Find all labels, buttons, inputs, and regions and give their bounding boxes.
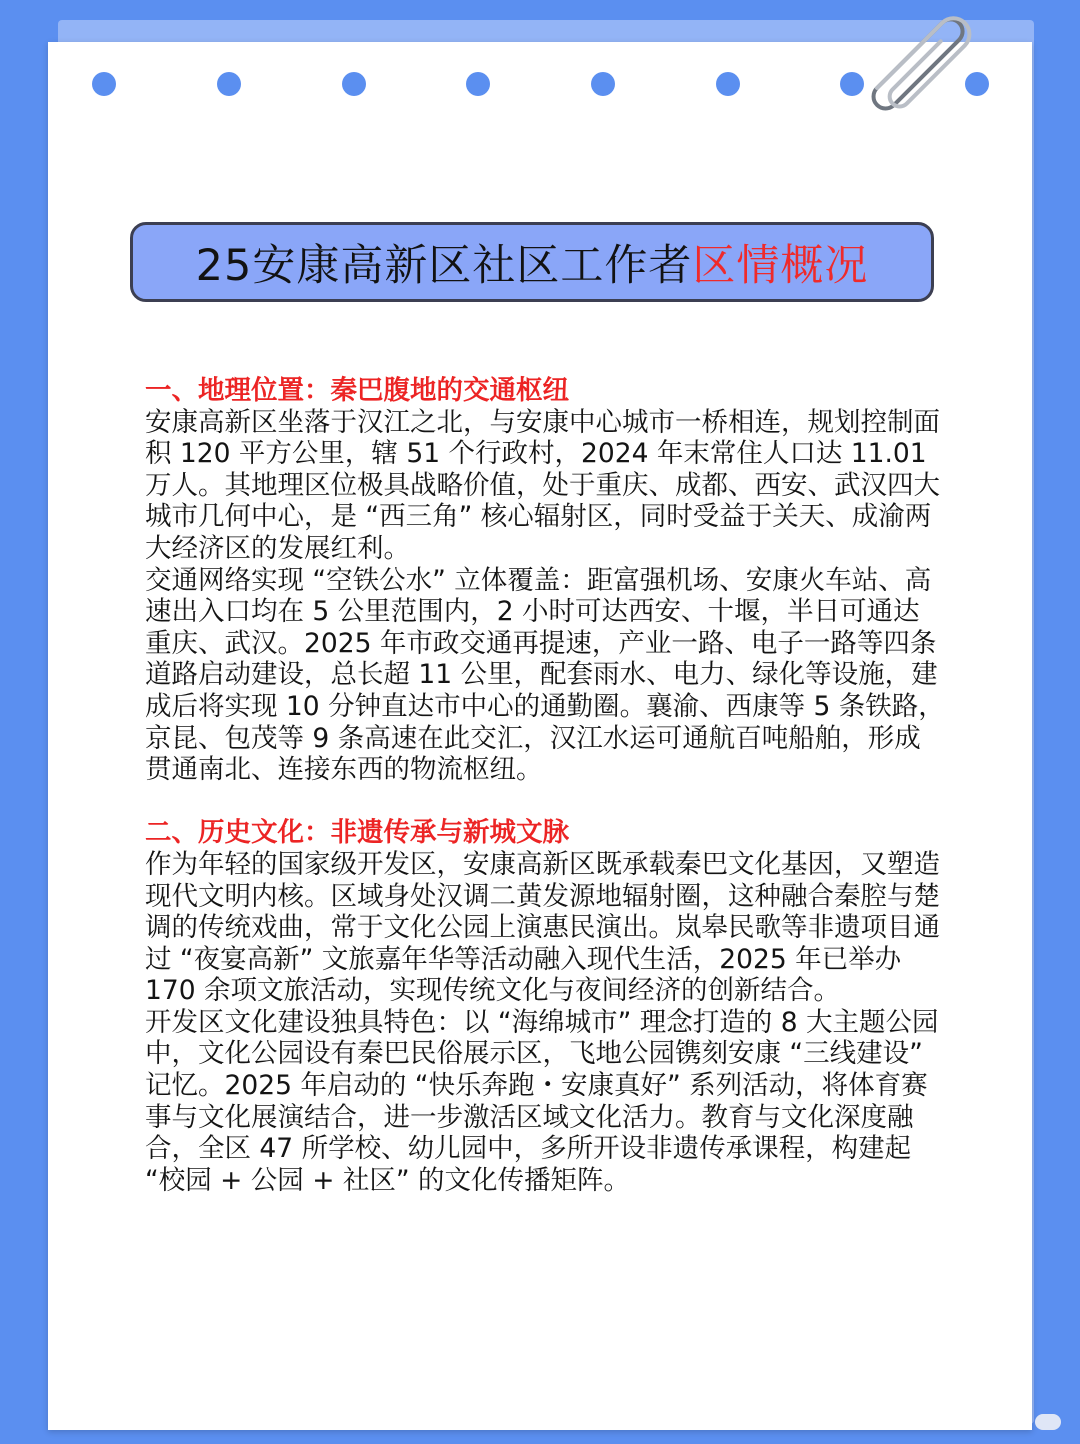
section-heading-geography: 一、地理位置：秦巴腹地的交通枢纽 [145,375,569,406]
paragraph-heritage: 作为年轻的国家级开发区，安康高新区既承载秦巴文化基因，又塑造现代文明内核。区域身处汉调二黄发源地辐射圈，这种融合秦腔与楚调的传统戏曲，常于文化公园上演惠民演出。岚皋民歌等非遗项目通过 “夜宴高新” 文旅嘉年华等活动融入现代生活，2025 年已举办 170 余项文旅活动，实现传统文化与夜间经济的创新结合。 [145,848,940,1007]
paragraph-location: 安康高新区坐落于汉江之北，与安康中心城市一桥相连，规划控制面积 120 平方公里，辖 51 个行政村，2024 年末常住人口达 11.01 万人。其地理区位极具战略价值，处于重庆、成都、西安、武汉四大城市几何中心，是 “西三角” 核心辐射区，同时受益于关天、成渝两大经济区的发展红利。 [145,406,940,564]
binder-hole-dot [92,72,116,96]
binder-hole-dot [342,72,366,96]
binder-hole-dot [217,72,241,96]
binder-hole-dot [466,72,490,96]
section-spacer [145,786,945,818]
binder-hole-dot [591,72,615,96]
section-heading-culture: 二、历史文化：非遗传承与新城文脉 [145,817,569,849]
paragraph-transport: 交通网络实现 “空铁公水” 立体覆盖：距富强机场、安康火车站、高速出入口均在 5 公里范围内，2 小时可达西安、十堰，半日可通达重庆、武汉。2025 年市政交通再提速，产业一路、电子一路等四条道路启动建设，总长超 11 公里，配套雨水、电力、绿化等设施，建成后将实现 10 分钟直达市中心的通勤圈。襄渝、西康等 5 条铁路，京昆、包茂等 9 条高速在此交汇，汉江水运可通航百吨船舶，形成贯通南北、连接东西的物流枢纽。 [145,564,945,786]
binder-hole-dot [716,72,740,96]
watermark-badge [1035,1414,1061,1430]
paperclip-icon [858,0,988,118]
title-highlight: 区情概况 [692,240,869,291]
paragraph-culture-building: 开发区文化建设独具特色：以 “海绵城市” 理念打造的 8 大主题公园中，文化公园设有秦巴民俗展示区，飞地公园镌刻安康 “三线建设” 记忆。2025 年启动的 “快乐奔跑・安康真好” 系列活动，将体育赛事与文化展演结合，进一步激活区域文化活力。教育与文化深度融合，全区 47 所学校、幼儿园中，多所开设非遗传承课程，构建起 “校园 + 公园 + 社区” 的文化传播矩阵。 [145,1006,939,1196]
title-main: 25安康高新区社区工作者 [195,240,693,291]
page-title [130,222,934,302]
article-body [145,375,945,1196]
